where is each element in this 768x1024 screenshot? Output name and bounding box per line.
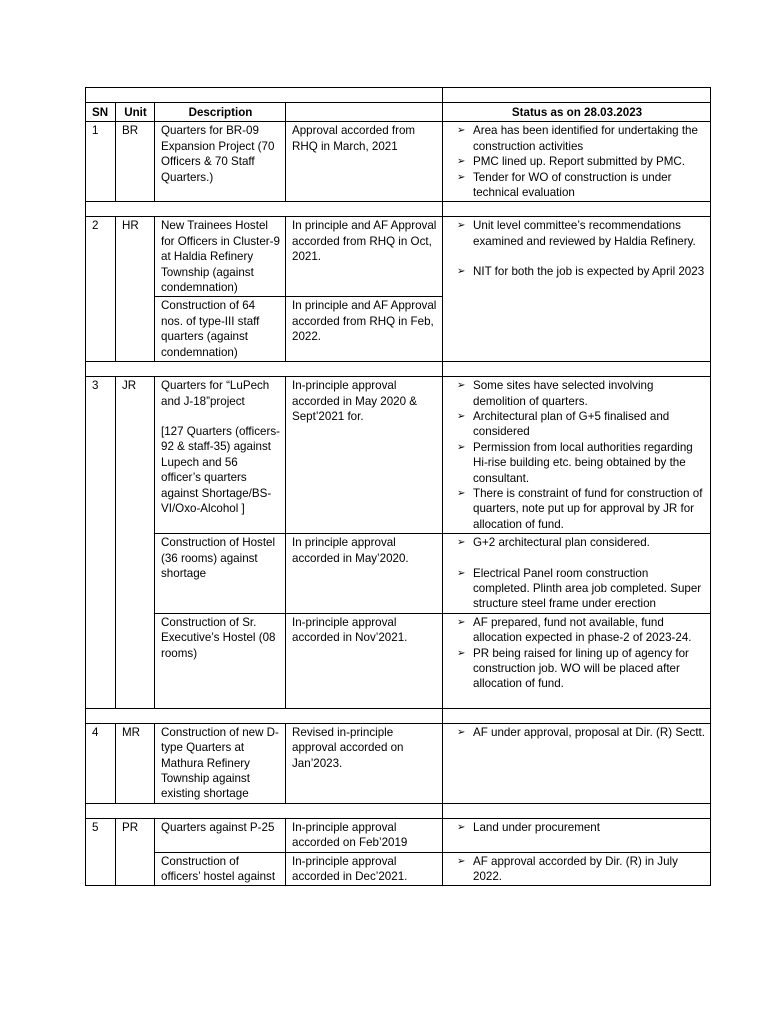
table-row [86, 534, 711, 614]
table-row [86, 723, 711, 803]
status-cell [443, 818, 711, 852]
status-list [449, 615, 705, 692]
status-item: ➢ Area has been identified for undertaking the construction activities [457, 124, 698, 153]
table-row [86, 613, 711, 708]
description-cell: Construction of new D-type Quarters at Mathura Refinery Township against existing shortage [155, 723, 286, 803]
arrow-bullet-icon: ➢ [457, 616, 466, 628]
unit-cell: PR [116, 818, 155, 886]
status-cell [443, 613, 711, 708]
header-unit: Unit [116, 103, 155, 122]
approval-cell: In principle approval accorded in May’2020. [286, 534, 443, 614]
description-cell: Construction of Hostel (36 rooms) against shortage [155, 534, 286, 614]
description-cell: Construction of officers’ hostel against [155, 852, 286, 886]
status-list [449, 820, 705, 835]
arrow-bullet-icon: ➢ [457, 156, 466, 168]
unit-cell: HR [116, 217, 155, 362]
arrow-bullet-icon: ➢ [457, 487, 466, 499]
approval-cell: Revised in-principle approval accorded on Jan’2023. [286, 723, 443, 803]
table-row [86, 377, 711, 534]
spacer-row [86, 708, 711, 723]
arrow-bullet-icon: ➢ [457, 441, 466, 453]
table-row [86, 818, 711, 852]
sn-cell: 4 [86, 723, 116, 803]
status-list [449, 535, 705, 612]
arrow-bullet-icon: ➢ [457, 821, 466, 833]
status-item: ➢ AF under approval, proposal at Dir. (R) Sectt. [457, 725, 705, 739]
arrow-bullet-icon: ➢ [457, 567, 466, 579]
header-status: Status as on 28.03.2023 [443, 103, 711, 122]
description-cell: Construction of 64 nos. of type-III staff quarters (against condemnation) [155, 297, 286, 362]
spacer-row [86, 88, 711, 103]
status-list [449, 854, 705, 885]
unit-cell: MR [116, 723, 155, 803]
sn-cell: 2 [86, 217, 116, 362]
approval-cell: In principle and AF Approval accorded from RHQ in Feb, 2022. [286, 297, 443, 362]
spacer-row [86, 202, 711, 217]
arrow-bullet-icon: ➢ [457, 855, 466, 867]
description-cell: Quarters for “LuPech and J-18”project [127 Quarters (officers-92 & staff-35) against Lupech and 56 officer’s quarters against Shortage/BS-VI/Oxo-Alcohol ] [155, 377, 286, 534]
status-item: ➢ NIT for both the job is expected by April 2023 [457, 265, 705, 279]
arrow-bullet-icon: ➢ [457, 125, 466, 137]
status-item: ➢ G+2 architectural plan considered. [457, 536, 650, 550]
status-list [449, 123, 705, 200]
status-list [449, 725, 705, 740]
status-item: ➢ Permission from local authorities regarding Hi-rise building etc. being obtained by the consultant. [457, 440, 693, 485]
status-item: ➢ Architectural plan of G+5 finalised and considered [457, 409, 670, 439]
approval-cell: In-principle approval accorded in Nov’2021. [286, 613, 443, 708]
description-cell: New Trainees Hostel for Officers in Cluster-9 at Haldia Refinery Township (against condemnation) [155, 217, 286, 297]
header-sn: SN [86, 103, 116, 122]
description-cell: Quarters against P-25 [155, 818, 286, 852]
status-list [449, 218, 705, 279]
header-row [86, 103, 711, 122]
arrow-bullet-icon: ➢ [457, 537, 466, 549]
status-item: ➢ Tender for WO of construction is under technical evaluation [457, 170, 672, 200]
header-description: Description [155, 103, 286, 122]
status-item: ➢ Electrical Panel room construction completed. Plinth area job completed. Super structure steel frame under erection [457, 566, 702, 611]
approval-cell: In-principle approval accorded in Dec’2021. [286, 852, 443, 886]
status-cell [443, 723, 711, 803]
arrow-bullet-icon: ➢ [457, 266, 466, 278]
status-item: ➢ PR being raised for lining up of agency for construction job. WO will be placed after allocation of fund. [457, 646, 689, 691]
unit-cell: JR [116, 377, 155, 709]
header-approval [286, 103, 443, 122]
status-item: ➢ There is constraint of fund for construction of quarters, note put up for approval by JR for allocation of fund. [457, 486, 703, 531]
status-item: ➢ Unit level committee’s recommendations examined and reviewed by Haldia Refinery. [457, 219, 696, 248]
status-item: ➢ AF approval accorded by Dir. (R) in July 2022. [457, 854, 678, 884]
arrow-bullet-icon: ➢ [457, 410, 466, 422]
sn-cell: 5 [86, 818, 116, 886]
status-cell [443, 852, 711, 886]
spacer-row [86, 803, 711, 818]
sn-cell: 1 [86, 122, 116, 202]
unit-cell: BR [116, 122, 155, 202]
arrow-bullet-icon: ➢ [457, 726, 466, 738]
status-table [85, 87, 711, 886]
arrow-bullet-icon: ➢ [457, 220, 466, 232]
approval-cell: In principle and AF Approval accorded from RHQ in Oct, 2021. [286, 217, 443, 297]
arrow-bullet-icon: ➢ [457, 647, 466, 659]
description-cell: Quarters for BR-09 Expansion Project (70 Officers & 70 Staff Quarters.) [155, 122, 286, 202]
status-item: ➢ PMC lined up. Report submitted by PMC. [457, 155, 685, 169]
status-item: ➢ AF prepared, fund not available, fund allocation expected in phase-2 of 2023-24. [457, 615, 692, 645]
spacer-row [86, 362, 711, 377]
table-row [86, 122, 711, 202]
sn-cell: 3 [86, 377, 116, 709]
status-cell [443, 534, 711, 614]
status-cell [443, 377, 711, 534]
approval-cell: In-principle approval accorded in May 2020 & Sept’2021 for. [286, 377, 443, 534]
status-item: ➢ Land under procurement [457, 820, 600, 834]
status-list [449, 378, 705, 532]
status-cell [443, 122, 711, 202]
table-row [86, 852, 711, 886]
description-cell: Construction of Sr. Executive’s Hostel (08 rooms) [155, 613, 286, 708]
status-item: ➢ Some sites have selected involving demolition of quarters. [457, 379, 654, 408]
status-cell [443, 217, 711, 362]
table-row [86, 217, 711, 297]
approval-cell: Approval accorded from RHQ in March, 2021 [286, 122, 443, 202]
approval-cell: In-principle approval accorded on Feb’2019 [286, 818, 443, 852]
arrow-bullet-icon: ➢ [457, 171, 466, 183]
arrow-bullet-icon: ➢ [457, 380, 466, 392]
